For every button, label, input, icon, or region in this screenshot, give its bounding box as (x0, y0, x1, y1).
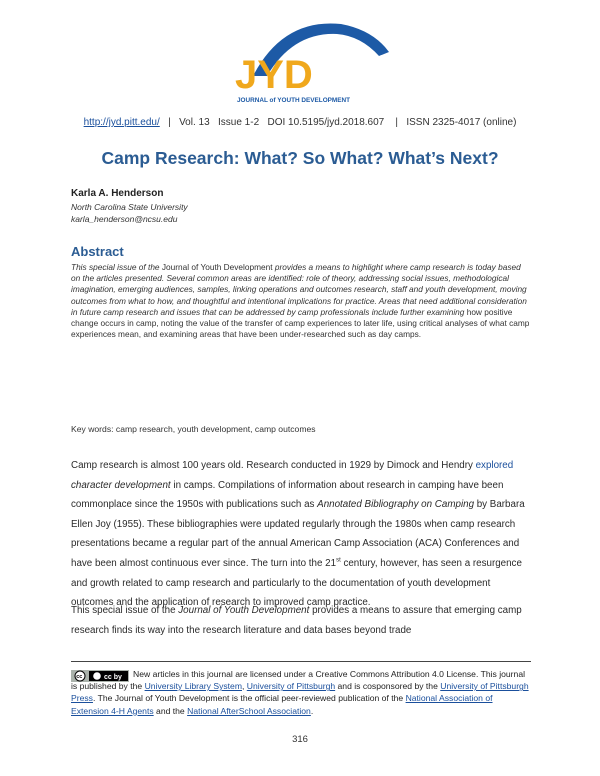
text-run: New articles in this journal are licensed under a Creative Commons Attribution 4.0 License. This journal is published by the (71, 669, 526, 692)
naa-link[interactable]: National AfterSchool Association (187, 705, 311, 716)
separator: | (168, 117, 171, 128)
author-affiliation: North Carolina State University (71, 202, 188, 212)
jyd-logo-icon (213, 16, 393, 112)
text-run: . (310, 705, 314, 716)
license-text (71, 668, 531, 717)
body-paragraph (71, 601, 533, 640)
text-run: Camp research is almost 100 years old. Research conducted in 1929 by Dimock and Hendry (71, 460, 476, 471)
journal-url-link[interactable]: http://jyd.pitt.edu/ (83, 117, 160, 128)
text-run: . The Journal of Youth Development is the official peer-reviewed publication of the (92, 693, 406, 704)
abstract-part: how positive change occurs in camp, noting the value of the transfer of camp experiences to later life, using critical analyses of what camp experiences mean, and examining areas that have been under-researched such as day camps. (71, 306, 530, 340)
svg-text:cc: cc (76, 674, 83, 681)
body-paragraph (71, 456, 533, 613)
journal-logo (213, 16, 393, 112)
text-run: by Barbara Ellen Joy (1955). These bibliographies were updated regularly through the 1980s when camp research presentations became a regular part of the annual American Camp Association (ACA) Conferences and have been almost continuous ever since. The turn into the 21 (71, 499, 525, 569)
text-run: and is cosponsored by the (335, 681, 441, 692)
university-of-pittsburgh-link[interactable]: University of Pittsburgh (246, 681, 336, 692)
issue: Issue 1-2 (218, 117, 260, 128)
university-library-system-link[interactable]: University Library System (144, 681, 242, 692)
article-title: Camp Research: What? So What? What’s Next? (101, 148, 499, 168)
abstract-heading: Abstract (71, 244, 124, 259)
journal-name: Journal of Youth Development (178, 605, 310, 616)
issn: ISSN 2325-4017 (online) (406, 117, 517, 128)
highlighted-term: explored (475, 460, 514, 471)
book-title: Annotated Bibliography on Camping (317, 499, 475, 511)
text-run: in camps. Compilations of information about research in camping have been commonplace since the 1950s with publications such as (71, 479, 504, 511)
author-name: Karla A. Henderson (71, 188, 164, 199)
text-run: , (242, 681, 247, 692)
keywords: Key words: camp research, youth development, camp outcomes (71, 424, 316, 434)
separator: | (395, 117, 398, 128)
logo-letters: JYD (235, 53, 313, 97)
logo-tagline: JOURNAL of YOUTH DEVELOPMENT (237, 97, 351, 104)
abstract-part: This special issue of the (71, 262, 162, 272)
text-run: century, however, has seen a resurgence and growth related to camp research and particularly to the documentation of youth development outcomes and the application of research to improved camp practice. (71, 557, 522, 609)
svg-text:cc by: cc by (104, 674, 122, 681)
abstract-journal-name: Journal of Youth Development (161, 262, 273, 272)
citation-header (0, 117, 600, 128)
abstract-part: provides a means to highlight where camp research is today based on the articles presented. Several common areas are identified: role of theory, addressing social issues, methodological imagination, emerging audiences, samples, linking operations and outcomes research, staff and youth development, moving outcomes from what to how, and thoughtful and intentional implications for practice. Areas that need additional consideration in future camp research and issues that can be addressed by camp professionals include further examining (71, 262, 527, 317)
page-number: 316 (292, 734, 308, 745)
abstract-text (71, 262, 531, 340)
italic-term: character development (71, 479, 171, 491)
text-run: and the (153, 705, 188, 716)
nae4ha-link[interactable]: National Association of Extension 4-H Agents (71, 693, 493, 716)
ordinal-suffix: st (336, 557, 341, 564)
doi: DOI 10.5195/jyd.2018.607 (267, 117, 385, 128)
footer-divider (71, 661, 531, 662)
author-email: karla_henderson@ncsu.edu (71, 214, 178, 224)
text-run: provides a means to assure that emerging camp research finds its way into the research literature and data bases beyond trade (71, 605, 522, 636)
text-run: This special issue of the (71, 605, 179, 616)
volume: Vol. 13 (179, 117, 210, 128)
pitt-press-link[interactable]: University of Pittsburgh Press (71, 681, 529, 704)
